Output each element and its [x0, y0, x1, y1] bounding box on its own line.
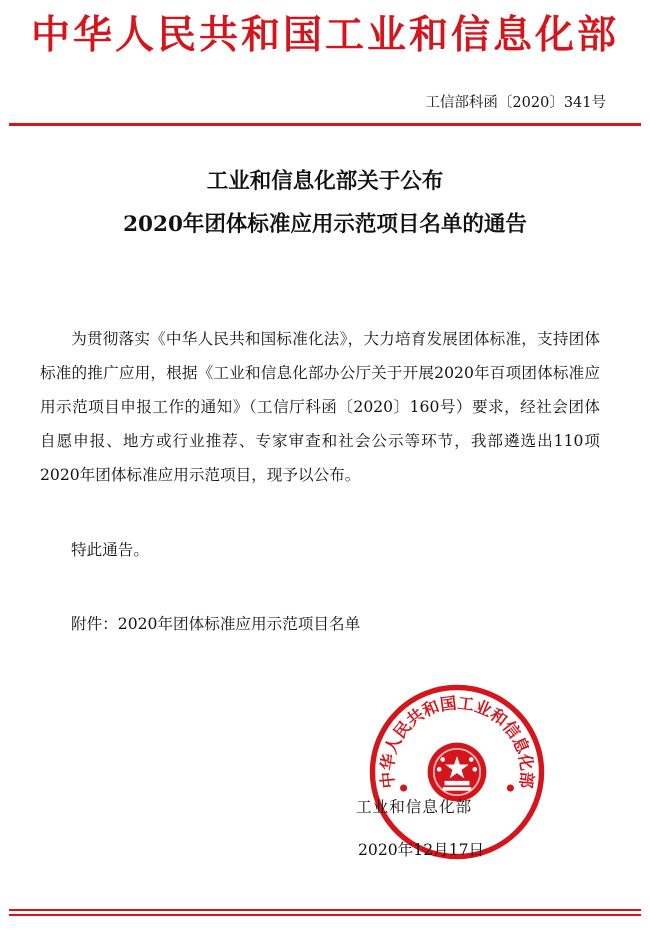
national-emblem-icon — [428, 743, 487, 802]
official-seal — [368, 683, 546, 861]
seal-arc-text: 中华人民共和国工业和信息化部 — [377, 693, 537, 790]
signing-organization: 工业和信息化部 — [356, 798, 473, 816]
attachment-line: 附件：2020年团体标准应用示范项目名单 — [71, 615, 361, 633]
header-red-rule — [9, 123, 641, 126]
document-number: 工信部科函〔2020〕341号 — [425, 95, 606, 111]
footer-red-rule-upper — [9, 909, 641, 911]
notice-title-line-2: 2020年团体标准应用示范项目名单的通告 — [123, 212, 527, 237]
footer-red-rule-lower — [9, 914, 641, 916]
body-paragraph: 为贯彻落实《中华人民共和国标准化法》，大力培育发展团体标准，支持团体标准的推广应用，根据《工业和信息化部办公厅关于开展2020年百项团体标准应用示范项目申报工作的通知》（工信厅科函〔2020〕160号）要求，经社会团体自愿申报、地方或行业推荐、专家审查和社会公示等环节，我部遴选出110项2020年团体标准应用示范项目，现予以公布。 — [40, 330, 600, 484]
closing-line: 特此通告。 — [71, 541, 149, 559]
signing-date: 2020年12月17日 — [358, 841, 485, 859]
notice-title-line-1: 工业和信息化部关于公布 — [206, 169, 444, 194]
issuer-masthead: 中华人民共和国工业和信息化部 — [30, 13, 619, 58]
